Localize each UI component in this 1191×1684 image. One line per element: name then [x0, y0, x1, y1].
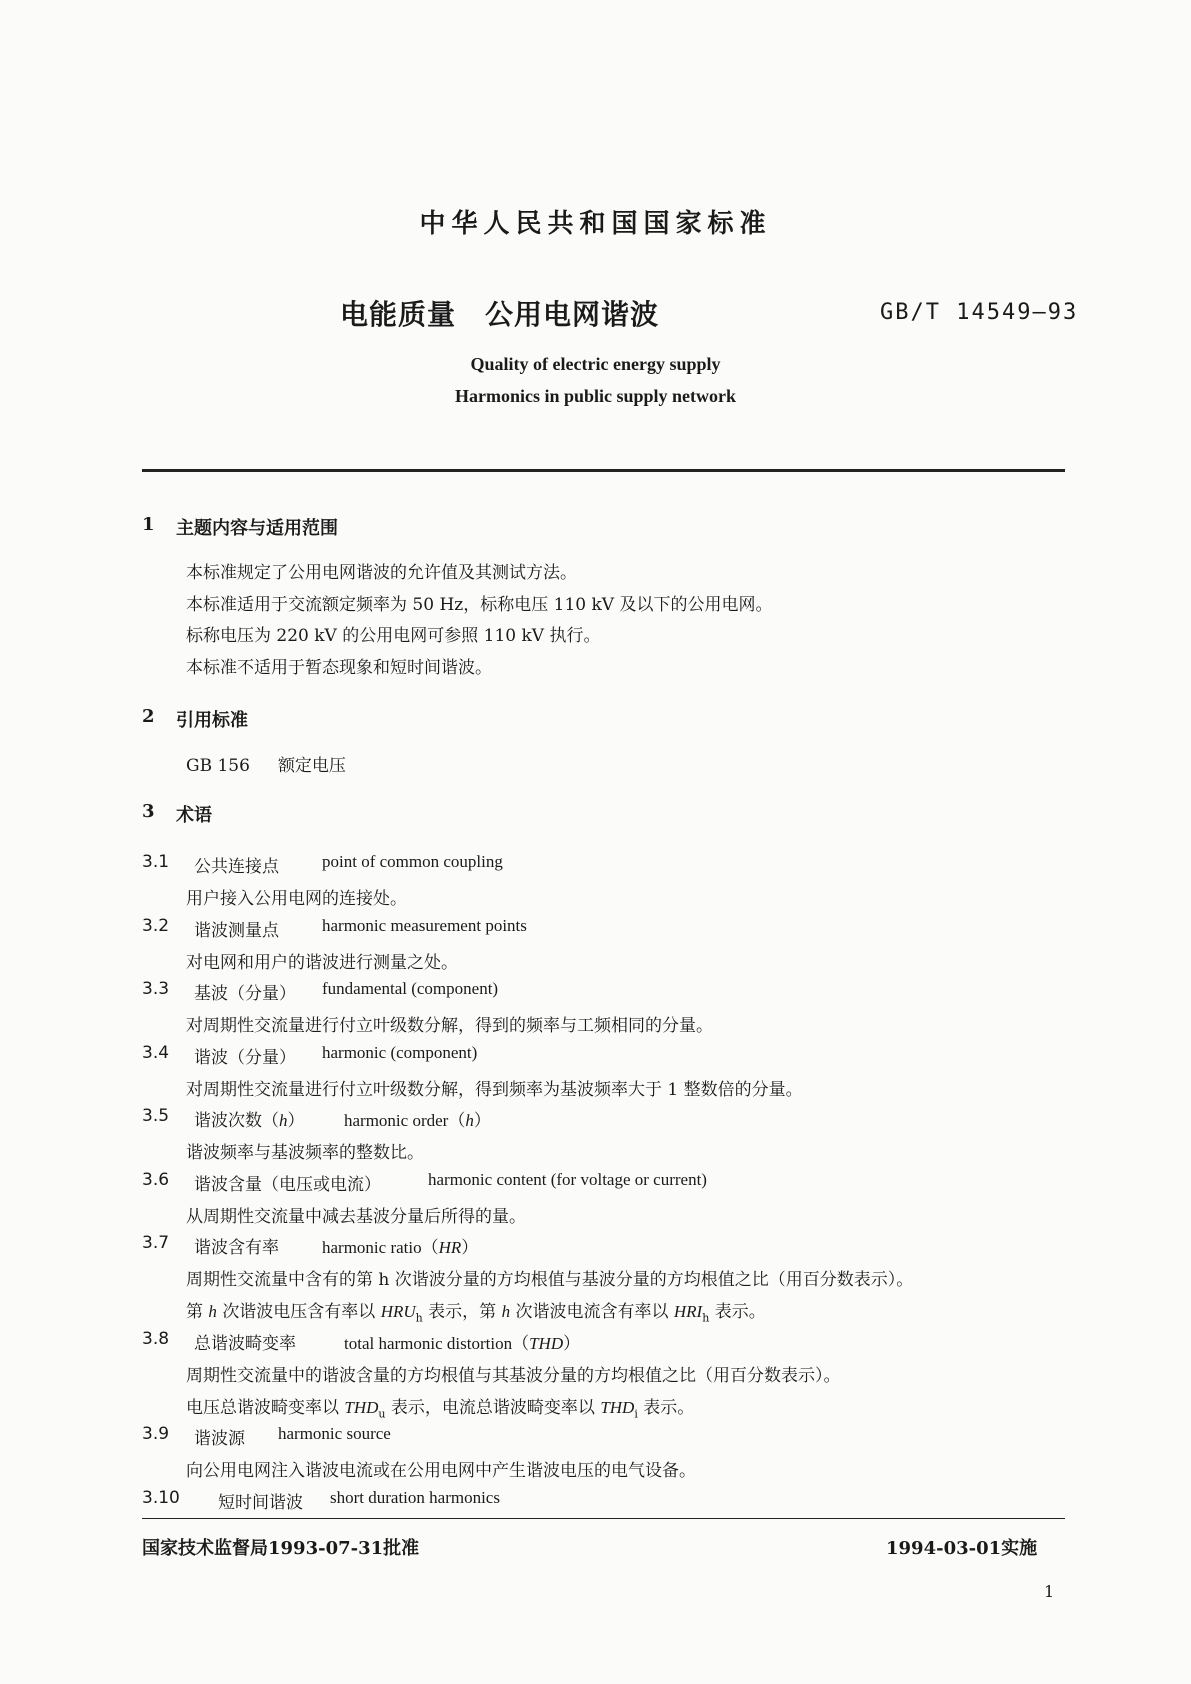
thd-symbol-u: THD — [344, 1398, 379, 1417]
standard-title-en-line1: Quality of electric energy supply — [470, 354, 721, 374]
section-3-number: 3 — [142, 801, 155, 822]
term-3-9-cn: 谐波源 — [194, 1429, 245, 1449]
term-3-10-en: short duration harmonics — [330, 1488, 500, 1507]
term-3-6-number: 3.6 — [142, 1170, 170, 1190]
def2-symbol-hri-sub: h — [702, 1311, 710, 1325]
term-3-3-number: 3.3 — [142, 979, 170, 999]
term-3-8-definition: 周期性交流量中的谐波含量的方均根值与其基波分量的方均根值之比（用百分数表示）。 — [186, 1366, 841, 1386]
standard-number: GB/T 14549—93 — [880, 300, 1079, 325]
term-3-2-en: harmonic measurement points — [322, 916, 527, 935]
thd-symbol-u-sub: u — [378, 1407, 386, 1421]
section-1-para-3: 标称电压为 220 kV 的公用电网可参照 110 kV 执行。 — [186, 626, 601, 646]
standard-title-en-line2: Harmonics in public supply network — [454, 386, 737, 406]
term-3-7-definition-2 — [186, 1297, 766, 1324]
section-1-para-1: 本标准规定了公用电网谐波的允许值及其测试方法。 — [186, 563, 577, 583]
section-1-number: 1 — [142, 514, 155, 535]
page-number: 1 — [1044, 1582, 1055, 1601]
section-2-number: 2 — [142, 706, 155, 727]
term-3-8-en-var: THD — [529, 1334, 564, 1353]
term-3-8-en — [344, 1329, 580, 1354]
term-3-6-cn: 谐波含量（电压或电流） — [194, 1175, 381, 1195]
term-3-1-definition: 用户接入公用电网的连接处。 — [186, 889, 407, 909]
def2-h-1: h — [208, 1302, 217, 1321]
term-3-8-definition-2 — [186, 1393, 694, 1420]
term-3-7-en-suffix: ） — [461, 1238, 479, 1257]
def2-symbol-hri: HRI — [673, 1302, 703, 1321]
term-3-2-definition: 对电网和用户的谐波进行测量之处。 — [186, 953, 458, 973]
term-3-3-en: fundamental (component) — [322, 979, 499, 998]
term-3-5-cn-suffix: ） — [287, 1111, 305, 1131]
def2-text-d: 次谐波电流含有率以 — [515, 1302, 669, 1322]
term-3-1-number: 3.1 — [142, 852, 170, 872]
term-3-5-en-var: h — [465, 1111, 474, 1130]
term-3-7-number: 3.7 — [142, 1233, 170, 1253]
footer-divider — [142, 1518, 1065, 1519]
thd-text-b: 表示，电流总谐波畸变率以 — [390, 1398, 595, 1418]
term-3-5-cn-prefix: 谐波次数（ — [194, 1111, 279, 1131]
term-3-5-number: 3.5 — [142, 1106, 170, 1126]
def2-h-2: h — [501, 1302, 511, 1321]
term-3-7-en-prefix: harmonic ratio（ — [322, 1238, 439, 1257]
term-3-3-definition: 对周期性交流量进行付立叶级数分解，得到的频率与工频相同的分量。 — [186, 1016, 713, 1036]
term-3-1-cn: 公共连接点 — [194, 857, 279, 877]
term-3-6-en: harmonic content (for voltage or current) — [428, 1170, 707, 1189]
term-3-4-number: 3.4 — [142, 1043, 170, 1063]
section-1-title: 主题内容与适用范围 — [176, 518, 338, 539]
referenced-standard-code: GB 156 — [186, 756, 250, 776]
term-3-9-number: 3.9 — [142, 1424, 170, 1444]
referenced-standard-title: 额定电压 — [277, 756, 346, 776]
term-3-8-en-suffix: ） — [563, 1334, 581, 1353]
term-3-5-en-prefix: harmonic order（ — [344, 1111, 466, 1130]
term-3-10-number: 3.10 — [142, 1488, 180, 1508]
standard-title-cn: 电能质量 公用电网谐波 — [340, 298, 660, 331]
term-3-5-cn — [194, 1106, 305, 1131]
effective-date: 1994-03-01实施 — [886, 1538, 1038, 1559]
section-2-title: 引用标准 — [176, 710, 248, 731]
term-3-4-en: harmonic (component) — [322, 1043, 478, 1062]
term-3-4-cn: 谐波（分量） — [194, 1048, 296, 1068]
term-3-8-number: 3.8 — [142, 1329, 170, 1349]
header-divider — [142, 469, 1065, 472]
def2-text-c: 表示，第 — [428, 1302, 497, 1322]
term-3-5-en-suffix: ） — [473, 1111, 491, 1130]
def2-symbol-hru-sub: h — [415, 1311, 423, 1325]
term-3-9-en: harmonic source — [278, 1424, 391, 1443]
approval-statement: 国家技术监督局1993-07-31批准 — [142, 1538, 420, 1559]
term-3-9-definition: 向公用电网注入谐波电流或在公用电网中产生谐波电压的电气设备。 — [186, 1461, 696, 1481]
thd-text-c: 表示。 — [643, 1398, 695, 1418]
def2-text-a: 第 — [186, 1302, 203, 1322]
term-3-5-cn-var: h — [279, 1111, 288, 1130]
term-3-4-definition: 对周期性交流量进行付立叶级数分解，得到频率为基波频率大于 1 整数倍的分量。 — [186, 1080, 803, 1100]
section-1-para-2: 本标准适用于交流额定频率为 50 Hz，标称电压 110 kV 及以下的公用电网。 — [186, 595, 773, 615]
term-3-5-definition: 谐波频率与基波频率的整数比。 — [186, 1143, 424, 1163]
term-3-7-en-var: HR — [438, 1238, 462, 1257]
section-1-para-4: 本标准不适用于暂态现象和短时间谐波。 — [186, 658, 492, 678]
term-3-1-en: point of common coupling — [322, 852, 503, 871]
term-3-2-cn: 谐波测量点 — [194, 921, 279, 941]
thd-symbol-i: THD — [600, 1398, 635, 1417]
def2-symbol-hru: HRU — [380, 1302, 416, 1321]
thd-symbol-i-sub: i — [634, 1407, 638, 1421]
term-3-7-cn: 谐波含有率 — [194, 1238, 279, 1258]
thd-text-a: 电压总谐波畸变率以 — [186, 1398, 339, 1418]
term-3-8-en-prefix: total harmonic distortion（ — [344, 1334, 530, 1353]
term-3-7-definition: 周期性交流量中含有的第 h 次谐波分量的方均根值与基波分量的方均根值之比（用百分数表示）。 — [186, 1270, 914, 1290]
def2-text-e: 表示。 — [714, 1302, 766, 1322]
term-3-6-definition: 从周期性交流量中减去基波分量后所得的量。 — [186, 1207, 526, 1227]
term-3-5-en — [344, 1106, 491, 1131]
term-3-8-cn: 总谐波畸变率 — [194, 1334, 296, 1354]
referenced-standard — [186, 751, 346, 776]
term-3-3-cn: 基波（分量） — [194, 984, 296, 1004]
term-3-10-cn: 短时间谐波 — [218, 1493, 303, 1513]
term-3-7-en — [322, 1233, 478, 1258]
section-3-title: 术语 — [176, 805, 212, 826]
term-3-2-number: 3.2 — [142, 916, 170, 936]
national-standard-heading: 中华人民共和国国家标准 — [419, 209, 772, 239]
def2-text-b: 次谐波电压含有率以 — [222, 1302, 376, 1322]
